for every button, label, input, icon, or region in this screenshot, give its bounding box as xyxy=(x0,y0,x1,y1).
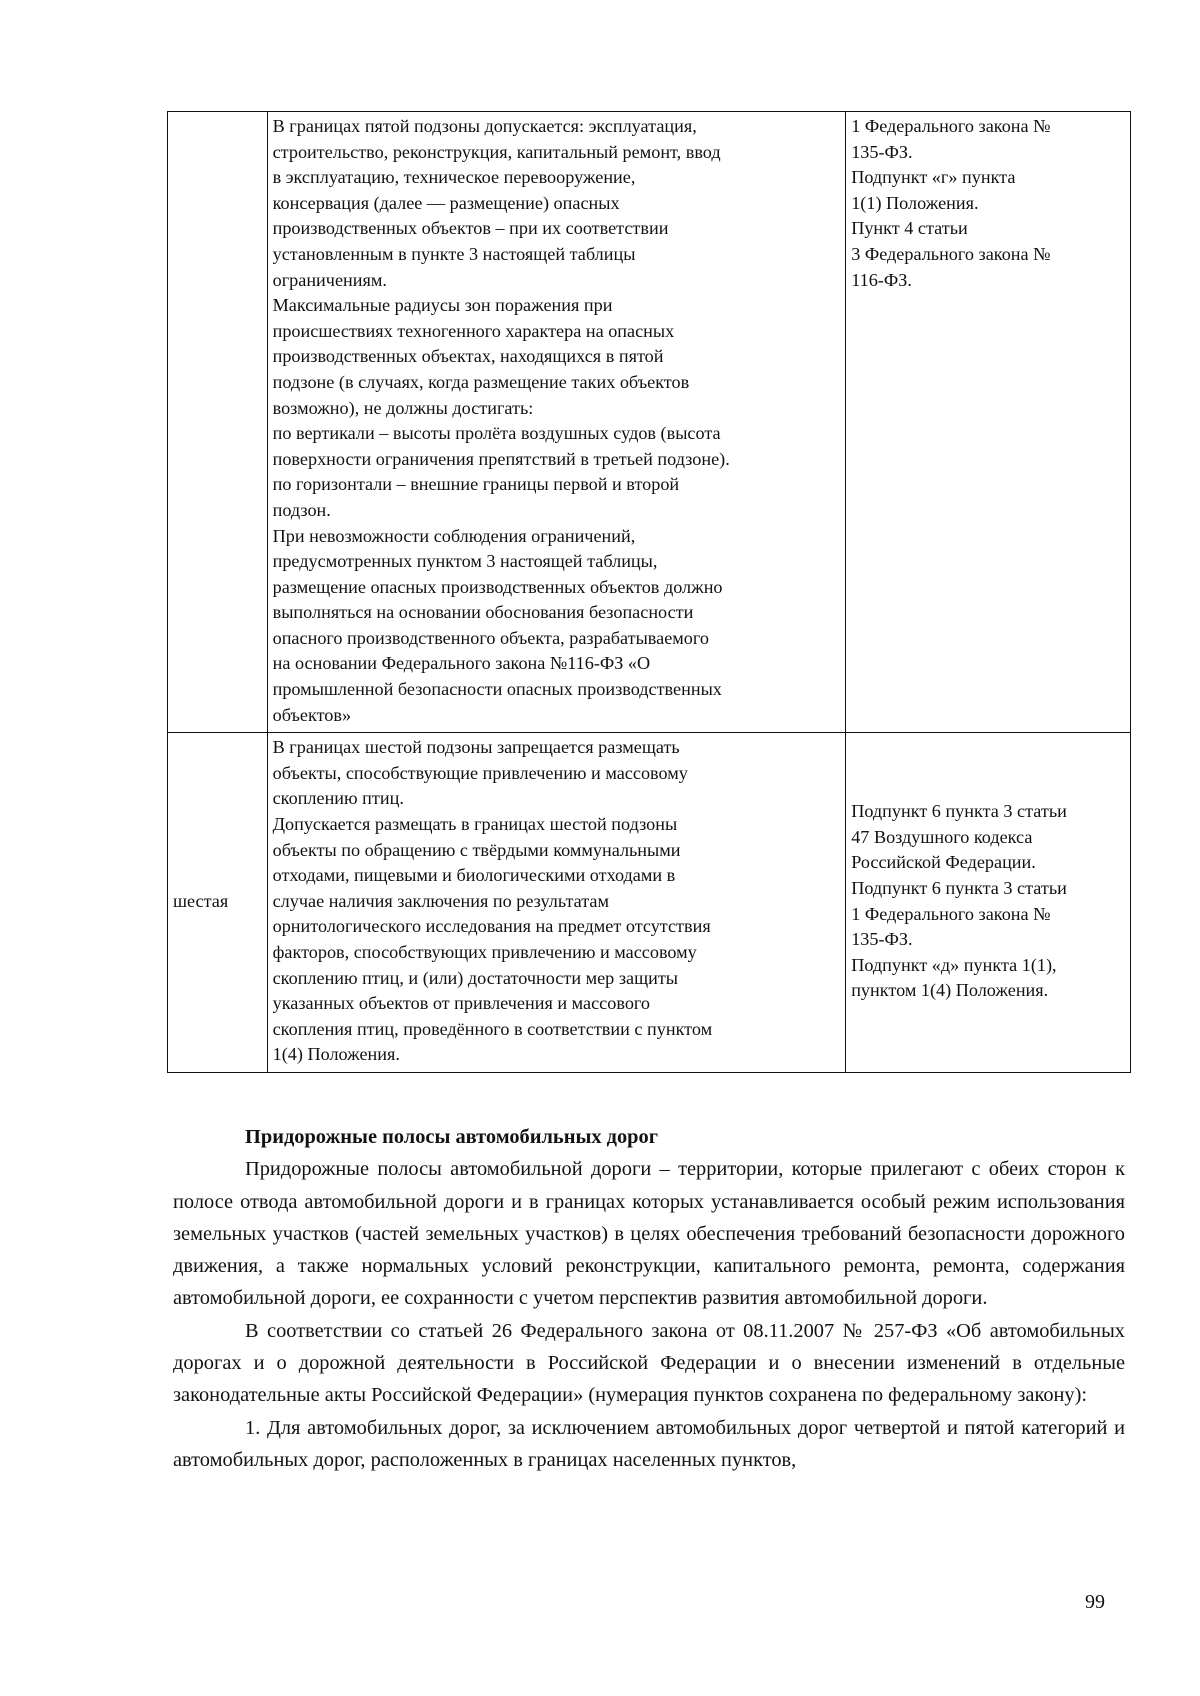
text-line: производственных объектов – при их соответствии xyxy=(272,218,669,239)
text-line: возможно), не должны достигать: xyxy=(272,397,534,418)
text-line: отходами, пищевыми и биологическими отходами в xyxy=(272,865,676,886)
text-line: происшествиях техногенного характера на опасных xyxy=(272,320,675,341)
text-line: 135-ФЗ. xyxy=(851,141,913,162)
text-line: факторов, способствующих привлечению и массовому xyxy=(272,942,697,962)
zone-cell xyxy=(168,112,268,733)
text-line: подзон. xyxy=(272,499,331,520)
text-line: предусмотренных пунктом 3 настоящей таблицы, xyxy=(272,551,658,572)
text-line: промышленной безопасности опасных производственных xyxy=(272,679,722,700)
text-line: скоплению птиц, и (или) достаточности мер защиты xyxy=(272,967,678,988)
text-line: ограничениям. xyxy=(272,269,387,290)
description-cell xyxy=(267,112,846,733)
description-cell xyxy=(267,733,846,1073)
zone-cell: шестая xyxy=(168,733,268,1073)
section-heading: Придорожные полосы автомобильных дорог xyxy=(245,1126,658,1148)
text-line: производственных объектах, находящихся в пятой xyxy=(272,346,664,367)
text-line: Российской Федерации. xyxy=(851,852,1036,873)
text-line: 47 Воздушного кодекса xyxy=(851,826,1033,847)
text-line: случае наличия заключения по результатам xyxy=(272,890,609,911)
text-line: Допускается размещать в границах шестой подзоны xyxy=(272,814,678,835)
text-line: 1(4) Положения. xyxy=(272,1044,400,1065)
legal-basis-cell xyxy=(846,733,1131,1073)
text-line: орнитологического исследования на предмет отсутствия xyxy=(272,916,711,937)
text-line: В границах шестой подзоны запрещается размещать xyxy=(272,737,680,758)
text-line: размещение опасных производственных объектов должно xyxy=(272,576,723,597)
text-line: в эксплуатацию, техническое перевооружение, xyxy=(272,167,636,188)
text-line: Подпункт 6 пункта 3 статьи xyxy=(851,801,1067,822)
page-number: 99 xyxy=(1085,1591,1105,1613)
text-line: 135-ФЗ. xyxy=(851,929,913,950)
text-line: объектов» xyxy=(272,704,352,725)
text-line: консервация (далее — размещение) опасных xyxy=(272,192,620,213)
text-line: 1 Федерального закона № xyxy=(851,116,1051,136)
table-row xyxy=(168,733,1131,1073)
text-line: подзоне (в случаях, когда размещение таких объектов xyxy=(272,371,690,392)
text-line: на основании Федерального закона №116-ФЗ «О xyxy=(272,653,651,674)
text-line: объекты по обращению с твёрдыми коммунальными xyxy=(272,839,681,860)
section-body xyxy=(173,1121,1125,1476)
text-line: пунктом 1(4) Положения. xyxy=(851,980,1049,1001)
text-line: 1(1) Положения. xyxy=(851,192,979,213)
text-line: выполняться на основании обоснования безопасности xyxy=(272,602,694,623)
text-line: по горизонтали – внешние границы первой и второй xyxy=(272,474,680,495)
restrictions-table xyxy=(167,111,1131,1073)
text-line: опасного производственного объекта, разрабатываемого xyxy=(272,627,710,648)
text-line: 1 Федерального закона № xyxy=(851,903,1051,924)
body-paragraph: Придорожные полосы автомобильной дороги – территории, которые прилегают с обеих сторон к полосе отвода автомобильной дороги и в границах которых устанавливается особый режим использования земельных участков (частей земельных участков) в целях обеспечения требований безопасности дорожного движения, а также нормальных условий реконструкции, капитального ремонта, ремонта, содержания автомобильной дороги, ее сохранности с учетом перспектив развития автомобильной дороги. xyxy=(173,1158,1125,1310)
text-line: Подпункт «г» пункта xyxy=(851,167,1016,188)
text-line: Подпункт 6 пункта 3 статьи xyxy=(851,878,1067,899)
legal-basis-cell xyxy=(846,112,1131,733)
text-line: установленным в пункте 3 настоящей таблицы xyxy=(272,243,636,264)
text-line: по вертикали – высоты пролёта воздушных судов (высота xyxy=(272,423,721,444)
body-paragraph: 1. Для автомобильных дорог, за исключением автомобильных дорог четвертой и пятой категорий и автомобильных дорог, расположенных в границах населенных пунктов, xyxy=(173,1416,1125,1471)
text-line: объекты, способствующие привлечению и массовому xyxy=(272,762,688,783)
text-line: 116-ФЗ. xyxy=(851,269,912,290)
text-line: скоплению птиц. xyxy=(272,788,404,809)
body-paragraph: В соответствии со статьей 26 Федерального закона от 08.11.2007 № 257-ФЗ «Об автомобильных дорогах и о дорожной деятельности в Российской Федерации и о внесении изменений в отдельные законодательные акты Российской Федерации» (нумерация пунктов сохранена по федеральному закону): xyxy=(173,1319,1125,1407)
text-line: Подпункт «д» пункта 1(1), xyxy=(851,954,1057,975)
text-line: Пункт 4 статьи xyxy=(851,218,968,239)
text-line: строительство, реконструкция, капитальный ремонт, ввод xyxy=(272,141,721,162)
table-row xyxy=(168,112,1131,733)
text-line: указанных объектов от привлечения и массового xyxy=(272,993,651,1014)
text-line: 3 Федерального закона № xyxy=(851,243,1051,264)
text-line: скопления птиц, проведённого в соответствии с пунктом xyxy=(272,1018,713,1039)
text-line: В границах пятой подзоны допускается: эксплуатация, xyxy=(272,116,697,136)
text-line: При невозможности соблюдения ограничений, xyxy=(272,525,636,546)
text-line: поверхности ограничения препятствий в третьей подзоне). xyxy=(272,448,730,469)
text-line: Максимальные радиусы зон поражения при xyxy=(272,295,613,316)
